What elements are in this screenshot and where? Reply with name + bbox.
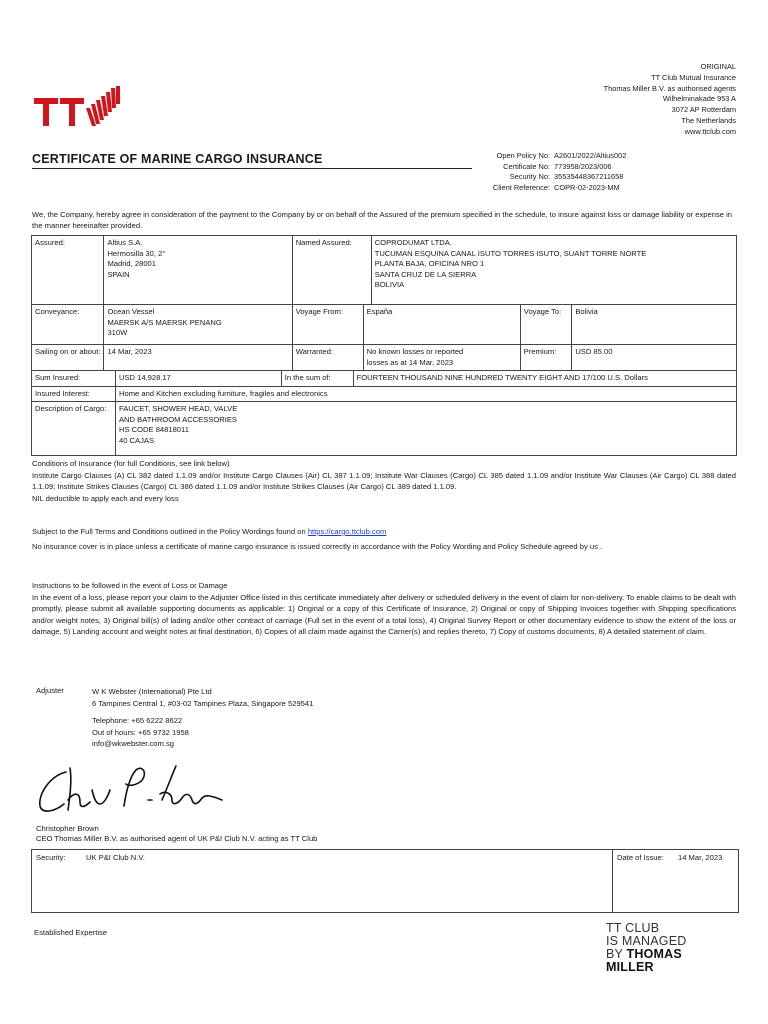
tt-club-logo bbox=[34, 86, 134, 130]
cargo-line: HS CODE 84818011 bbox=[118, 425, 189, 434]
conditions-text: Institute Cargo Clauses (A) CL 382 dated 1.1.09 and/or Institute Cargo Clauses (Air) CL 387 1.1.09; Institute War Clauses (Cargo) CL 385 dated 1.1.09 and/or Institute War Clauses (Air Cargo) CL 388 dated 1.1.09; Institute Strikes Clauses (Cargo) CL 386 dated 1.1.09 and/or Institute Strikes Clauses (Air Cargo) CL 389 dated 1.1.09. bbox=[32, 470, 736, 492]
terms-prefix: Subject to the Full Terms and Conditions outlined in the Policy Wordings found on bbox=[32, 527, 306, 536]
intro-paragraph: We, the Company, hereby agree in consideration of the payment to the Company by or on behalf of the Assured of the premium specified in the schedule, to insure against loss or damage liability or expense in the manner hereinafter provided. bbox=[32, 210, 733, 230]
adjuster-details bbox=[92, 686, 313, 750]
adjuster-line: Out of hours: +65 9732 1958 bbox=[92, 727, 189, 737]
header-line: Thomas Miller B.V. as authorised agents bbox=[603, 83, 736, 93]
sailing-value: 14 Mar, 2023 bbox=[104, 345, 292, 371]
premium-value: USD 85.00 bbox=[572, 345, 737, 371]
sailing-label: Sailing on or about: bbox=[32, 345, 104, 371]
ref-label: Client Reference: bbox=[492, 182, 550, 192]
security-divider bbox=[612, 850, 613, 912]
adjuster-label: Adjuster bbox=[36, 686, 64, 695]
cargo-line: 40 CAJAS bbox=[118, 435, 155, 445]
named-assured-label: Named Assured: bbox=[293, 236, 372, 304]
security-value: UK P&I Club N.V. bbox=[86, 853, 145, 862]
named-assured-cell bbox=[292, 236, 736, 305]
header-line: www.ttclub.com bbox=[684, 126, 736, 136]
table-row bbox=[32, 371, 737, 387]
header-line: The Netherlands bbox=[681, 115, 736, 125]
warranted-line: No known losses or reported bbox=[366, 347, 464, 356]
ref-value: COPR-02-2023-MM bbox=[554, 182, 620, 192]
conveyance-value bbox=[104, 305, 292, 345]
ref-label: Open Policy No: bbox=[496, 151, 550, 160]
table-row bbox=[32, 345, 737, 371]
title-divider bbox=[32, 168, 472, 169]
header-line: TT Club Mutual Insurance bbox=[651, 72, 736, 82]
cover-notice: No insurance cover is in place unless a certificate of marine cargo insurance is issued correctly in accordance with the Policy Wording and Policy Schedule agreed by us . bbox=[32, 541, 603, 551]
sum-label: Sum Insured: bbox=[32, 371, 116, 387]
warranted-label: Warranted: bbox=[292, 345, 363, 371]
table-row bbox=[32, 402, 737, 456]
cargo-value bbox=[115, 402, 736, 456]
table-row bbox=[32, 236, 737, 305]
terms-section bbox=[32, 526, 736, 552]
assured-line: Hermosilla 30, 2° bbox=[107, 248, 166, 258]
brand-line bbox=[606, 961, 687, 974]
ref-label: Security No: bbox=[509, 172, 550, 181]
voyage-to-label: Voyage To: bbox=[520, 305, 572, 345]
brand-line: IS MANAGED bbox=[606, 934, 687, 948]
footer-tagline: Established Expertise bbox=[34, 928, 108, 937]
assured-value bbox=[104, 236, 292, 305]
header-line: 3072 AP Rotterdam bbox=[671, 105, 736, 115]
signatory-block bbox=[36, 824, 317, 844]
warranted-line: losses as at 14 Mar, 2023 bbox=[366, 357, 454, 367]
conveyance-line: MAERSK A/S MAERSK PENANG bbox=[107, 317, 222, 327]
adjuster-line: info@wkwebster.com.sg bbox=[92, 739, 174, 748]
ref-value: A2601/2022/Altius002 bbox=[554, 151, 627, 160]
sum-words-value: FOURTEEN THOUSAND NINE HUNDRED TWENTY EIGHT AND 17/100 U.S. Dollars bbox=[353, 371, 736, 387]
brand-bold: MILLER bbox=[606, 960, 654, 974]
ref-row bbox=[468, 172, 648, 183]
security-label: Security: bbox=[36, 853, 66, 862]
voyage-from-label: Voyage From: bbox=[292, 305, 363, 345]
assured-label: Assured: bbox=[32, 236, 104, 305]
policy-wording-link[interactable]: https://cargo.ttclub.com bbox=[307, 527, 387, 536]
brand-line: TT CLUB bbox=[606, 921, 660, 935]
sum-value: USD 14,928.17 bbox=[115, 371, 281, 387]
assured-line: SPAIN bbox=[107, 269, 130, 279]
instructions-section bbox=[32, 580, 736, 638]
sum-words-label: In the sum of: bbox=[281, 371, 353, 387]
header-line: Wilhelminakade 953 A bbox=[662, 94, 736, 104]
header-line: ORIGINAL bbox=[700, 62, 736, 71]
signature-image bbox=[36, 760, 236, 820]
voyage-to-value: Bolivia bbox=[572, 305, 737, 345]
cargo-label: Description of Cargo: bbox=[32, 402, 116, 456]
adjuster-line: W K Webster (International) Pte Ltd bbox=[92, 687, 212, 696]
named-assured-line: TUCUMAN ESQUINA CANAL ISUTO TORRES ISUTO, SUANT TORRE NORTE bbox=[374, 248, 647, 258]
interest-label: Insured Interest: bbox=[32, 386, 116, 402]
voyage-from-value: España bbox=[363, 305, 520, 345]
ref-row bbox=[468, 151, 648, 162]
sum-table bbox=[31, 370, 737, 456]
issue-date-value: 14 Mar, 2023 bbox=[678, 853, 723, 862]
ref-row bbox=[468, 183, 648, 194]
conditions-section bbox=[32, 458, 736, 504]
table-row bbox=[32, 305, 737, 345]
assured-line: Altius S.A. bbox=[107, 238, 143, 247]
ref-row bbox=[468, 162, 648, 173]
thomas-miller-brand bbox=[606, 922, 687, 974]
adjuster-line: 6 Tampines Central 1, #03-02 Tampines Plaza, Singapore 529541 bbox=[92, 698, 314, 708]
conveyance-label: Conveyance: bbox=[32, 305, 104, 345]
issuer-address bbox=[604, 62, 736, 138]
interest-value: Home and Kitchen excluding furniture, fragiles and electronics bbox=[115, 386, 736, 402]
brand-by: BY bbox=[606, 947, 623, 961]
ref-label: Certificate No: bbox=[503, 161, 550, 171]
signatory-role: CEO Thomas Miller B.V. as authorised agent of UK P&I Club N.V. acting as TT Club bbox=[36, 834, 318, 843]
named-assured-line: SANTA CRUZ DE LA SIERRA bbox=[374, 269, 477, 279]
warranted-value bbox=[363, 345, 520, 371]
named-assured-line: BOLIVIA bbox=[374, 280, 405, 289]
security-box bbox=[31, 849, 739, 913]
deductible-text: NIL deductible to apply each and every loss bbox=[32, 493, 179, 503]
assured-line: Madrid, 28001 bbox=[107, 259, 156, 268]
signatory-name: Christopher Brown bbox=[36, 824, 99, 833]
named-assured-line: COPRODUMAT LTDA. bbox=[374, 238, 452, 247]
instructions-heading: Instructions to be followed in the event of Loss or Damage bbox=[32, 581, 228, 590]
cargo-line: FAUCET, SHOWER HEAD, VALVE bbox=[118, 404, 238, 413]
issue-date-label: Date of Issue: bbox=[617, 853, 664, 862]
premium-label: Premium: bbox=[520, 345, 572, 371]
brand-bold: THOMAS bbox=[626, 947, 682, 961]
instructions-text: In the event of a loss, please report your claim to the Adjuster Office listed in this certificate immediately after delivery or scheduled delivery in the event of claim for non-delivery. To enable claims to be dealt with promptly, please submit all available supporting documents as applicable: 1) Original or a copy of this Certificate of Insurance, 2) Original or copy of Shipping Invoices together with Shipping specifications and/or weight notes, 3) Original bill(s) of lading and/or other contract of carriage (Full set in the event of a total loss), 4) Original Survey Report or other documentary evidence to show the extent of the loss or damage, 5) Landing account and weight notes at final destination, 6) Copies of all claim made against the Carrier(s) and replies thereto, 7) Copy of customs documents, 8) A detailed statement of claim. bbox=[32, 592, 736, 637]
conveyance-line: 310W bbox=[107, 328, 128, 337]
reference-block bbox=[468, 151, 648, 193]
ref-value: 773958/2023/006 bbox=[554, 161, 612, 171]
schedule-table bbox=[31, 235, 737, 371]
cargo-line: AND BATHROOM ACCESSORIES bbox=[118, 414, 237, 424]
table-row bbox=[32, 386, 737, 402]
ref-value: 35535448367211658 bbox=[554, 172, 624, 181]
adjuster-line: Telephone: +65 6222 8622 bbox=[92, 716, 183, 725]
terms-line bbox=[32, 526, 736, 538]
named-assured-value bbox=[372, 236, 650, 304]
named-assured-line: PLANTA BAJA, OFICINA NRO 1 bbox=[374, 259, 485, 268]
certificate-title: CERTIFICATE OF MARINE CARGO INSURANCE bbox=[32, 152, 323, 166]
conveyance-line: Ocean Vessel bbox=[107, 307, 155, 316]
conditions-heading: Conditions of Insurance (for full Conditions, see link below) bbox=[32, 459, 230, 468]
